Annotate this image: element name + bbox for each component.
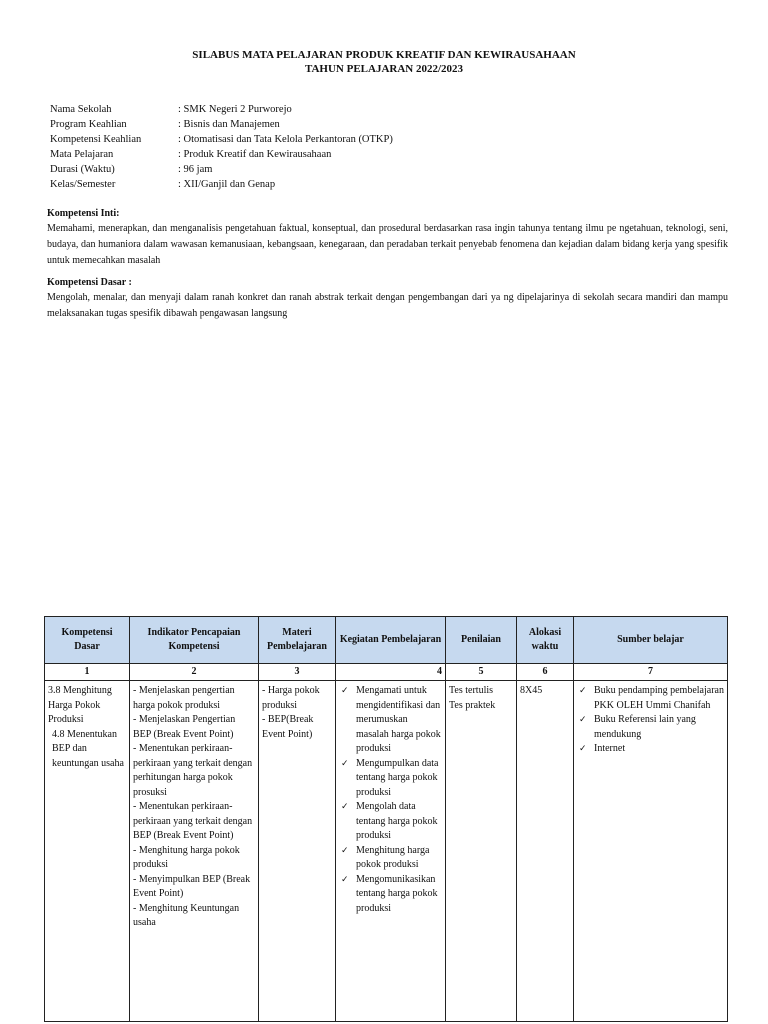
info-label: Mata Pelajaran bbox=[50, 149, 114, 160]
header-kegiatan: Kegiatan Pembelajaran bbox=[336, 617, 446, 664]
indikator-item: - Menghitung harga pokok produksi bbox=[133, 844, 240, 870]
info-row bbox=[50, 117, 393, 132]
kegiatan-list bbox=[339, 684, 442, 916]
info-label: Nama Sekolah bbox=[50, 104, 112, 115]
sumber-list bbox=[577, 684, 724, 757]
column-number: 4 bbox=[336, 664, 446, 681]
syllabus-table bbox=[44, 616, 728, 1022]
info-label: Durasi (Waktu) bbox=[50, 164, 115, 175]
info-row bbox=[50, 102, 393, 117]
indikator-item: - Menghitung Keuntungan usaha bbox=[133, 902, 240, 928]
kd-item: 4.8 Menentukan BEP dan keuntungan usaha bbox=[52, 728, 124, 769]
penilaian-cell bbox=[446, 681, 517, 1022]
header-alokasi: Alokasi waktu bbox=[517, 617, 574, 664]
header-penilaian: Penilaian bbox=[446, 617, 517, 664]
indikator-item: - Menentukan perkiraan-perkiraan yang terkait dengan perhitungan harga pokok prosuksi bbox=[133, 743, 253, 798]
document-subtitle: TAHUN PELAJARAN 2022/2023 bbox=[304, 63, 464, 75]
kegiatan-item: ✓ Mengamati untuk mengidentifikasi dan merumuskan masalah harga pokok produksi bbox=[339, 684, 442, 757]
kompetensi-inti-text: Memahami, menerapkan, dan menganalisis pengetahuan faktual, konseptual, dan prosedural berdasarkan rasa ingin tahunya tentang ilmu pe ngetahuan, teknologi, seni, budaya, dan humaniora dalam wawasan kemanusiaan, kebangsaan, kenegaraan, dan peradaban terkait penyebab fenomena dan kejadian dalam bidang kerja yang spesifik untuk memecahkan masalah bbox=[47, 223, 728, 266]
indikator-item: - Menjelaskan Pengertian BEP (Break Event Point) bbox=[133, 714, 236, 740]
column-number: 5 bbox=[446, 664, 517, 681]
column-number: 6 bbox=[517, 664, 574, 681]
kegiatan-item: ✓ Mengomunikasikan tentang harga pokok produksi bbox=[339, 873, 442, 917]
kd-item: 3.8 Menghitung Harga Pokok Produksi bbox=[48, 685, 112, 725]
sumber-item: ✓ Buku Referensi lain yang mendukung bbox=[577, 713, 724, 742]
sumber-item: ✓ Internet bbox=[577, 742, 724, 757]
info-value: : Bisnis dan Manajemen bbox=[178, 119, 280, 130]
table-header-row bbox=[45, 617, 728, 664]
info-row bbox=[50, 147, 393, 162]
info-value: : SMK Negeri 2 Purworejo bbox=[178, 104, 292, 115]
materi-item: - Harga pokok produksi bbox=[262, 685, 320, 711]
kompetensi-inti-heading: Kompetensi Inti: bbox=[47, 208, 120, 219]
header-sumber: Sumber belajar bbox=[574, 617, 728, 664]
indikator-cell bbox=[130, 681, 259, 1022]
info-value: : Produk Kreatif dan Kewirausahaan bbox=[178, 149, 332, 160]
column-number: 2 bbox=[130, 664, 259, 681]
column-number-row bbox=[45, 664, 728, 681]
info-row bbox=[50, 162, 393, 177]
kegiatan-item: ✓ Menghitung harga pokok produksi bbox=[339, 844, 442, 873]
indikator-item: - Menyimpulkan BEP (Break Event Point) bbox=[133, 873, 251, 899]
kompetensi-dasar-text: Mengolah, menalar, dan menyaji dalam ranah konkret dan ranah abstrak terkait dengan pengembangan dari ya ng dipelajarinya di sekolah secara mandiri dan mampu melaksanakan tugas spesifik dibawah pengawasan langsung bbox=[47, 292, 728, 319]
materi-cell bbox=[259, 681, 336, 1022]
header-materi: Materi Pembelajaran bbox=[259, 617, 336, 664]
kegiatan-item: ✓ Mengumpulkan data tentang harga pokok produksi bbox=[339, 757, 442, 801]
column-number: 7 bbox=[574, 664, 728, 681]
kompetensi-dasar-heading: Kompetensi Dasar : bbox=[47, 277, 132, 288]
school-info bbox=[50, 102, 393, 192]
info-value: : Otomatisasi dan Tata Kelola Perkantoran (OTKP) bbox=[178, 134, 393, 145]
kd-cell bbox=[45, 681, 130, 1022]
column-number: 3 bbox=[259, 664, 336, 681]
kegiatan-cell bbox=[336, 681, 446, 1022]
info-label: Program Keahlian bbox=[50, 119, 127, 130]
kegiatan-item: ✓ Mengolah data tentang harga pokok produksi bbox=[339, 800, 442, 844]
header-kompetensi-dasar: Kompetensi Dasar bbox=[45, 617, 130, 664]
info-value: : 96 jam bbox=[178, 164, 213, 175]
table-row bbox=[45, 681, 728, 1022]
sumber-item: ✓ Buku pendamping pembelajaran PKK OLEH Ummi Chanifah bbox=[577, 684, 724, 713]
header-indikator: Indikator Pencapaian Kompetensi bbox=[130, 617, 259, 664]
alokasi-cell: 8X45 bbox=[517, 681, 574, 1022]
info-row bbox=[50, 177, 393, 192]
info-label: Kelas/Semester bbox=[50, 179, 116, 190]
sumber-cell bbox=[574, 681, 728, 1022]
document-title: SILABUS MATA PELAJARAN PRODUK KREATIF DAN KEWIRAUSAHAAN bbox=[192, 49, 576, 61]
info-label: Kompetensi Keahlian bbox=[50, 134, 142, 145]
penilaian-item: Tes tertulis bbox=[449, 685, 494, 696]
materi-item: - BEP(Break Event Point) bbox=[262, 714, 314, 740]
indikator-item: - Menjelaskan pengertian harga pokok produksi bbox=[133, 685, 235, 711]
indikator-item: - Menentukan perkiraan-perkiraan yang terkait dengan BEP (Break Event Point) bbox=[133, 801, 253, 841]
penilaian-item: Tes praktek bbox=[449, 699, 496, 711]
info-row bbox=[50, 132, 393, 147]
column-number: 1 bbox=[45, 664, 130, 681]
info-value: : XII/Ganjil dan Genap bbox=[178, 179, 276, 190]
